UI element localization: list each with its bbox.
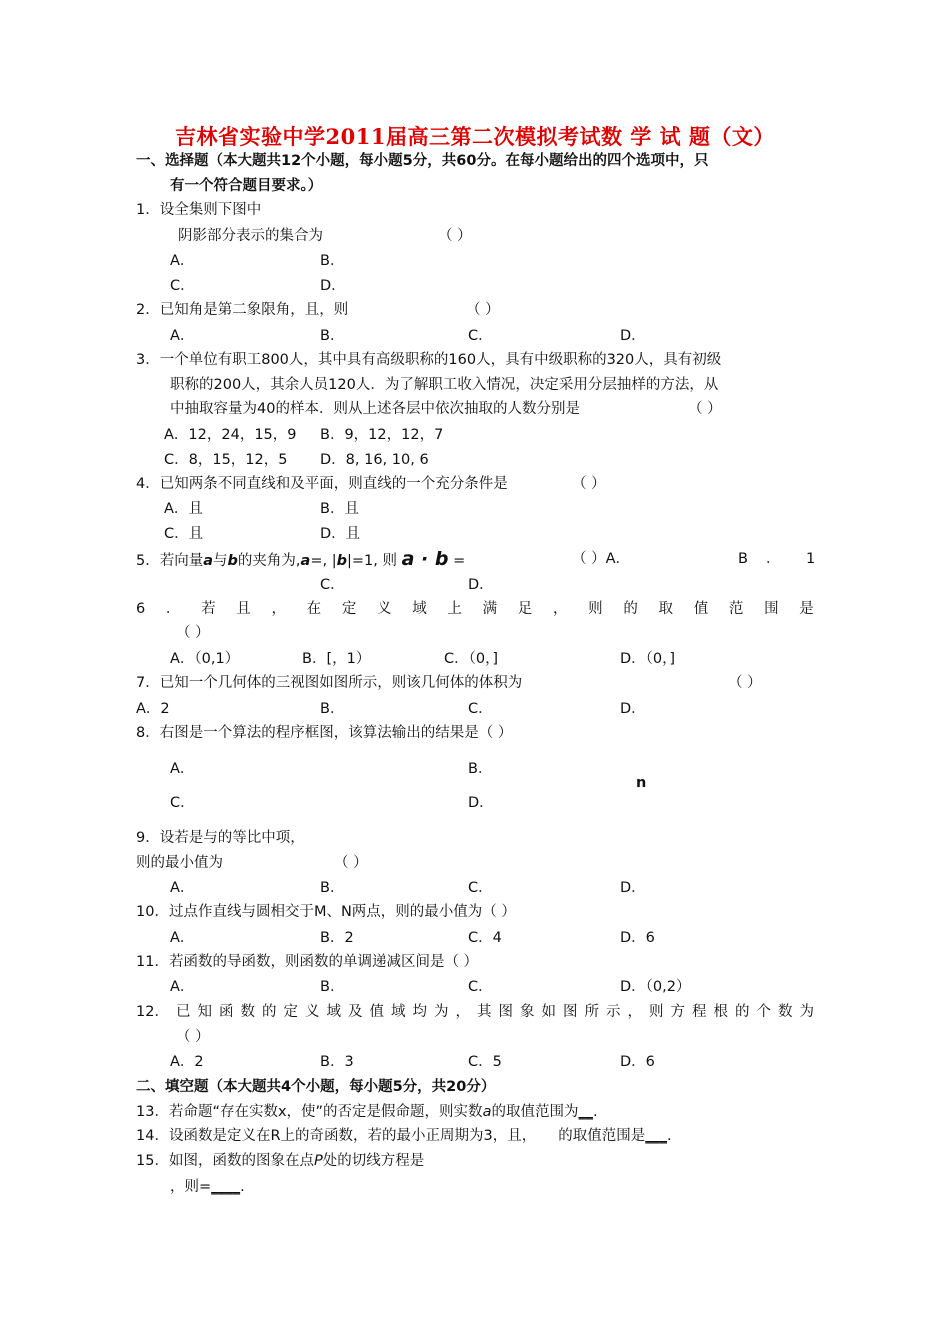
q5-stem-start: 5．若向量 <box>136 553 204 569</box>
q7-option-c: C． <box>468 701 493 717</box>
q5-option-b-dot: ． <box>766 551 781 567</box>
q4-option-c: C．且 <box>164 526 204 542</box>
q6-option-d: D．（0，] <box>620 651 676 667</box>
q2-option-c: C． <box>468 328 493 344</box>
q6-stem-char: 的 <box>623 601 638 617</box>
q12-stem-char: 域 <box>390 1004 406 1020</box>
q4-stem: 4．已知两条不同直线和及平面，则直线的一个充分条件是 <box>136 476 508 492</box>
q11-option-b: B． <box>320 979 345 995</box>
q14-blank: ___ <box>645 1128 667 1144</box>
q7-stem: 7．已知一个几何体的三视图如图所示，则该几何体的体积为 <box>136 675 523 691</box>
q6-stem-char: 范 <box>728 601 744 617</box>
q1-option-a: A． <box>170 253 195 269</box>
q3-option-c: C．8，15，12，5 <box>164 452 288 468</box>
q7-option-b: B． <box>320 701 345 717</box>
q2-option-d: D． <box>620 328 646 344</box>
q4-option-a: A．且 <box>164 501 203 517</box>
q7-option-d: D． <box>620 701 646 717</box>
q6-stem-char: 域 <box>412 601 427 617</box>
q12-option-d: D．6 <box>620 1054 655 1070</box>
q8-flowchart-label-n: n <box>636 775 647 791</box>
q5-var-a: a <box>203 553 214 569</box>
q8-option-a: A． <box>170 761 195 777</box>
q12-stem-char: 数 <box>240 1004 255 1020</box>
q15-period: . <box>240 1179 245 1195</box>
q12-stem-char: 定 <box>283 1004 298 1020</box>
q12-stem-char: 则 <box>648 1004 664 1020</box>
q10-option-a: A． <box>170 930 195 946</box>
q5-var-b: b <box>227 553 238 569</box>
q3-stem: 3．一个单位有职工800人，其中具有高级职称的160人，具有中级职称的320人，具有初级 <box>136 352 722 368</box>
q12-option-a: A．2 <box>170 1054 204 1070</box>
q12-stem-char: 已 <box>175 1004 191 1020</box>
q9-option-d: D． <box>620 880 646 896</box>
q9-option-c: C． <box>468 880 493 896</box>
q13-text-end: 的取值范围为 <box>491 1104 579 1120</box>
q12-stem-char: 值 <box>369 1004 384 1020</box>
q1-option-c: C． <box>170 278 195 294</box>
q12-option-c: C．5 <box>468 1054 502 1070</box>
q6-stem-char: 上 <box>447 601 462 617</box>
q15-var-p: P <box>313 1153 323 1169</box>
q14-period: . <box>667 1128 672 1144</box>
q12-stem-char: 象 <box>519 1004 535 1020</box>
q12-stem-char: 的 <box>734 1004 750 1020</box>
q6-stem-char: 满 <box>482 601 498 617</box>
q12-stem-char: ， <box>455 1004 470 1020</box>
q9-option-b: B． <box>320 880 345 896</box>
q12-stem <box>136 1002 814 1022</box>
q15-text-cont: ，则= <box>170 1179 212 1195</box>
q5-option-d: D． <box>468 577 494 593</box>
q14-text-end: 的取值范围是 <box>558 1128 646 1144</box>
q15-text-end: 处的切线方程是 <box>322 1153 425 1169</box>
q12-stem-char: 均 <box>412 1004 427 1020</box>
q6-option-a: A．（0,1） <box>170 651 240 667</box>
q4-option-b: B．且 <box>320 501 359 517</box>
q5-answer-paren: （ ）A． <box>572 551 631 567</box>
q10-option-b: B．2 <box>320 930 354 946</box>
q15-stem <box>136 1151 424 1171</box>
q5-dot-product: a · b <box>401 548 449 570</box>
q6-stem-char: ， <box>271 601 286 617</box>
q12-stem-char: 示 <box>605 1004 621 1020</box>
q4-option-d: D．且 <box>320 526 361 542</box>
q6-stem-char: 围 <box>764 601 779 617</box>
q6-option-b: B．[，1） <box>302 651 371 667</box>
q8-stem: 8．右图是一个算法的程序框图，该算法输出的结果是（ ） <box>136 725 513 741</box>
q6-stem-char: ． <box>165 601 181 617</box>
q14-stem <box>136 1126 672 1146</box>
q6-stem-char: 且 <box>236 601 251 617</box>
q15-text-start: 15．如图，函数的图象在点 <box>136 1153 314 1169</box>
q8-option-d: D． <box>468 795 494 811</box>
q11-stem: 11．若函数的导函数，则函数的单调递减区间是（ ） <box>136 954 479 970</box>
q5-option-b: B <box>738 551 748 567</box>
q12-stem-char: ， <box>627 1004 642 1020</box>
q10-option-c: C．4 <box>468 930 502 946</box>
q6-stem-char: 取 <box>658 601 674 617</box>
q5-option-b-value: 1 <box>806 551 816 567</box>
q1-stem-cont: 阴影部分表示的集合为 <box>178 228 323 244</box>
q3-option-b: B．9，12，12，7 <box>320 427 444 443</box>
q12-stem-char: 数 <box>777 1004 793 1020</box>
q12-stem-char: 其 <box>476 1004 492 1020</box>
q6-stem <box>136 599 814 619</box>
q15-stem-cont <box>170 1177 245 1197</box>
q5-stem <box>136 549 465 571</box>
q11-option-a: A． <box>170 979 195 995</box>
q12-stem-char: 12． <box>136 1004 169 1020</box>
q5-var-a2: a <box>300 553 311 569</box>
q3-option-d: D．8, 16, 10, 6 <box>320 452 429 468</box>
q5-text-mid2: 的夹角为, <box>237 553 301 569</box>
q2-answer-paren: （ ） <box>466 302 500 318</box>
q9-stem: 9．设若是与的等比中项， <box>136 830 305 846</box>
q6-stem-char: 在 <box>306 601 322 617</box>
q8-option-c: C． <box>170 795 195 811</box>
q12-stem-char: 方 <box>670 1004 685 1020</box>
q13-stem <box>136 1102 598 1122</box>
q10-option-d: D．6 <box>620 930 655 946</box>
q13-period: . <box>592 1104 598 1120</box>
q6-option-c: C．（0，] <box>444 651 499 667</box>
q9-stem-cont: 则的最小值为 <box>136 855 223 871</box>
q11-option-d: D．（0,2） <box>620 979 691 995</box>
q13-blank: __ <box>578 1104 593 1120</box>
q12-option-b: B．3 <box>320 1054 354 1070</box>
q13-text-start: 13．若命题“存在实数x，使”的否定是假命题，则实数 <box>136 1104 483 1120</box>
q6-stem-char: 足 <box>517 601 533 617</box>
q4-answer-paren: （ ） <box>572 476 606 492</box>
section1-heading: 一、选择题（本大题共12个小题，每小题5分，共60分。在每小题给出的四个选项中，只 <box>136 153 709 169</box>
q5-var-b2: b <box>336 553 347 569</box>
q12-answer-paren: （ ） <box>176 1029 210 1045</box>
q6-stem-char: 定 <box>341 601 357 617</box>
q12-stem-char: 个 <box>756 1004 771 1020</box>
q15-blank: ____ <box>211 1179 241 1195</box>
q10-stem: 10．过点作直线与圆相交于M、N两点，则的最小值为（ ） <box>136 904 516 920</box>
q1-option-b: B． <box>320 253 345 269</box>
q2-stem: 2．已知角是第二象限角，且，则 <box>136 302 349 318</box>
q6-stem-char: ， <box>552 601 568 617</box>
q6-stem-char: 是 <box>799 601 814 617</box>
q11-option-c: C． <box>468 979 493 995</box>
q2-option-a: A． <box>170 328 195 344</box>
q1-option-d: D． <box>320 278 346 294</box>
q6-answer-paren: （ ） <box>176 625 210 641</box>
q12-stem-char: 函 <box>218 1004 234 1020</box>
q3-stem-cont1: 职称的200人，其余人员120人．为了解职工收入情况，决定采用分层抽样的方法，从 <box>170 377 719 393</box>
q6-stem-char: 若 <box>201 601 216 617</box>
q6-stem-char: 义 <box>377 601 392 617</box>
q5-equals: = <box>453 553 466 569</box>
q7-option-a: A．2 <box>136 701 170 717</box>
q12-stem-char: 域 <box>326 1004 341 1020</box>
q12-stem-char: 图 <box>498 1004 513 1020</box>
q9-answer-paren: （ ） <box>334 855 368 871</box>
q12-stem-char: 的 <box>261 1004 277 1020</box>
q2-option-b: B． <box>320 328 345 344</box>
q14-text-start: 14．设函数是定义在R上的奇函数，若的最小正周期为3，且， <box>136 1128 537 1144</box>
q5-text-mid4: |=1, 则 <box>346 553 397 569</box>
q12-stem-char: 知 <box>197 1004 212 1020</box>
q5-text-mid1: 与 <box>213 553 228 569</box>
q5-text-mid3: =, | <box>310 553 337 569</box>
q12-stem-char: 图 <box>562 1004 578 1020</box>
section1-heading-cont: 有一个符合题目要求。） <box>170 178 323 194</box>
q3-stem-cont2: 中抽取容量为40的样本．则从上述各层中依次抽取的人数分别是 <box>170 401 580 417</box>
q1-answer-paren: （ ） <box>438 228 472 244</box>
q12-stem-char: 所 <box>584 1004 599 1020</box>
q5-option-c: C． <box>320 577 345 593</box>
q6-stem-char: 6 <box>136 601 146 617</box>
exam-title: 吉林省实验中学2011届高三第二次模拟考试数 学 试 题（文） <box>175 124 775 149</box>
q13-var-a: a <box>482 1104 492 1120</box>
q6-stem-char: 值 <box>693 601 709 617</box>
q9-option-a: A． <box>170 880 195 896</box>
q12-stem-char: 义 <box>304 1004 320 1020</box>
q12-stem-char: 及 <box>347 1004 363 1020</box>
q3-option-a: A．12，24，15，9 <box>164 427 297 443</box>
q7-answer-paren: （ ） <box>728 675 762 691</box>
q6-stem-char: 则 <box>588 601 603 617</box>
q3-answer-paren: （ ） <box>688 401 722 417</box>
q12-stem-char: 为 <box>433 1004 449 1020</box>
q12-stem-char: 程 <box>691 1004 707 1020</box>
q1-stem: 1．设全集则下图中 <box>136 202 262 218</box>
q12-stem-char: 如 <box>541 1004 556 1020</box>
q12-stem-char: 为 <box>799 1004 814 1020</box>
section2-heading: 二、填空题（本大题共4个小题，每小题5分，共20分） <box>136 1079 496 1095</box>
q8-option-b: B． <box>468 761 493 777</box>
q12-stem-char: 根 <box>713 1004 728 1020</box>
